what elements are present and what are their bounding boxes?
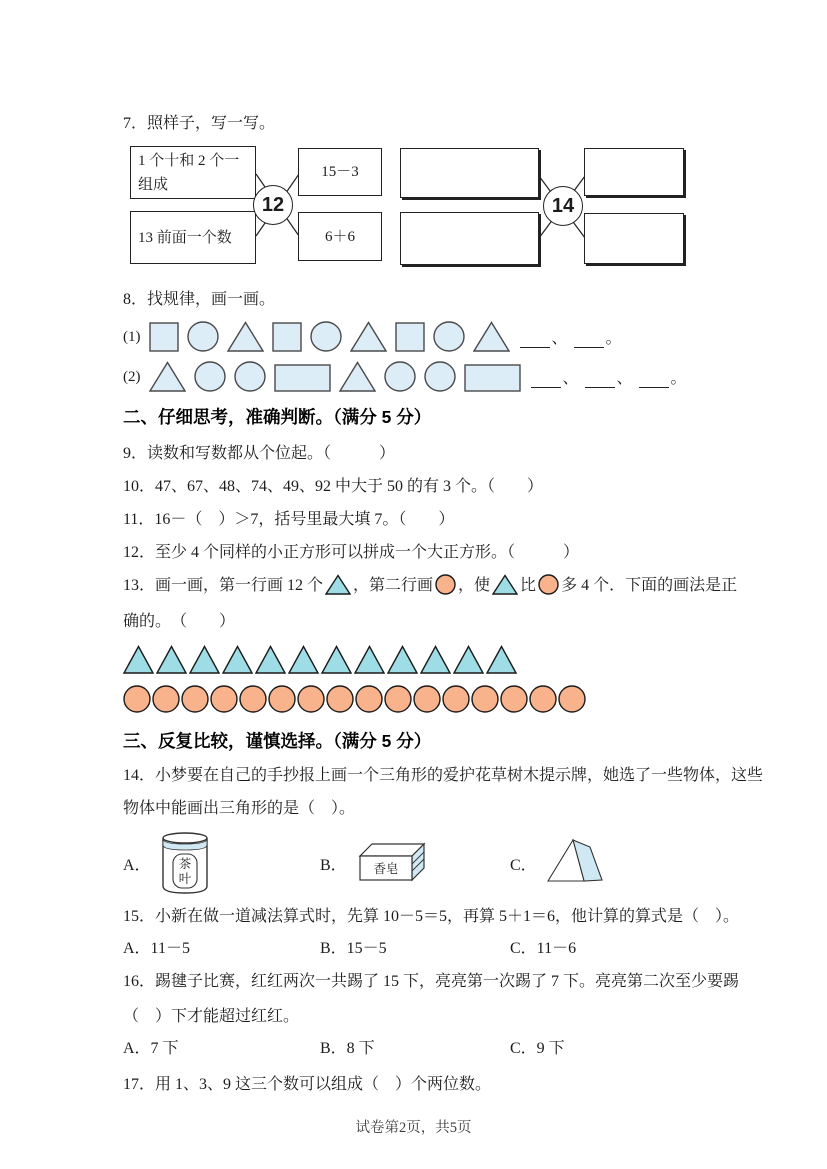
circle-shape xyxy=(384,685,412,713)
answer-blank xyxy=(574,331,604,348)
question-16-options xyxy=(123,1037,713,1061)
rectangle-shape xyxy=(464,364,521,392)
answer-box-bottom-right xyxy=(584,213,684,264)
section-2-heading: 二、仔细思考，准确判断。（满分 5 分） xyxy=(123,407,432,427)
svg-text:香皂: 香皂 xyxy=(373,861,399,876)
blank-separator: 。 xyxy=(605,330,622,347)
triangle-shape xyxy=(420,645,451,674)
exercise-center-circle: 14 xyxy=(543,186,583,226)
number-web-diagram xyxy=(123,144,709,272)
blank-separator: 、 xyxy=(562,370,579,387)
circle-shape xyxy=(442,685,470,713)
option-a: A． 茶 叶 xyxy=(123,826,320,901)
blank-separator: 、 xyxy=(551,330,568,347)
circle-shape xyxy=(239,685,267,713)
circle-row xyxy=(123,684,713,714)
answer-box-top-right xyxy=(584,148,684,196)
circle-shape xyxy=(355,685,383,713)
pattern-shapes-2 xyxy=(145,361,687,392)
option-b: B．8 下 xyxy=(320,1040,375,1057)
question-17: 17．用 1、3、9 这三个数可以组成（ ）个两位数。 xyxy=(123,1076,492,1093)
question-15-options xyxy=(123,937,713,961)
row-label: (2) xyxy=(123,369,141,385)
question-14-line-1: 14．小梦要在自己的手抄报上画一个三角形的爱护花草树木提示牌，她选了一些物体，这些 xyxy=(123,767,764,784)
svg-text:茶: 茶 xyxy=(178,856,191,871)
circle-shape xyxy=(424,361,456,392)
square-shape xyxy=(395,322,425,352)
question-14-line-2: 物体中能画出三角形的是（ ）。 xyxy=(123,800,356,817)
circle-shape xyxy=(435,574,456,595)
circle-shape xyxy=(471,685,499,713)
option-a: A．7 下 xyxy=(123,1040,179,1057)
circle-shape xyxy=(187,321,219,352)
answer-blank xyxy=(520,331,550,348)
answer-blank xyxy=(639,371,669,388)
question-13-line-2: 确的。 （ ） xyxy=(123,613,236,630)
tea-canister-icon xyxy=(156,826,214,896)
question-7-title: 7．照样子，写一写。 xyxy=(123,115,276,132)
circle-shape xyxy=(268,685,296,713)
circle-shape xyxy=(529,685,557,713)
pattern-shapes-1 xyxy=(145,321,622,352)
triangle-shape xyxy=(325,574,351,595)
example-box-bottom-right: 6＋6 xyxy=(298,212,382,261)
option-b: B．15－5 xyxy=(320,940,387,957)
example-box-top-right: 15－3 xyxy=(298,148,382,196)
circle-shape xyxy=(500,685,528,713)
triangle-shape xyxy=(227,321,264,352)
tea-canister-image xyxy=(156,826,214,901)
square-shape xyxy=(149,322,179,352)
svg-text:叶: 叶 xyxy=(178,871,191,886)
circle-shape xyxy=(210,685,238,713)
triangle-shape xyxy=(453,645,484,674)
circle-shape xyxy=(413,685,441,713)
triangle-shape xyxy=(189,645,220,674)
pattern-row-2 xyxy=(123,358,713,392)
row-label: (1) xyxy=(123,329,141,345)
triangle-shape xyxy=(288,645,319,674)
triangular-prism-image xyxy=(542,835,606,892)
answer-blank xyxy=(585,371,615,388)
question-8-title: 8．找规律，画一画。 xyxy=(123,291,276,308)
triangle-shape xyxy=(492,574,518,595)
circle-shape xyxy=(297,685,325,713)
square-shape xyxy=(272,322,302,352)
triangular-prism-icon xyxy=(542,835,606,887)
triangle-shape xyxy=(350,321,387,352)
rectangle-shape xyxy=(274,364,331,392)
circle-shape xyxy=(152,685,180,713)
inline-triangle-icon xyxy=(323,577,353,594)
soap-box-image xyxy=(352,837,430,890)
triangle-shape xyxy=(156,645,187,674)
question-10: 10．47、67、48、74、49、92 中大于 50 的有 3 个。（ ） xyxy=(123,478,544,495)
circle-shape xyxy=(433,321,465,352)
triangle-shape xyxy=(222,645,253,674)
question-15: 15．小新在做一道减法算式时，先算 10－5＝5，再算 5＋1＝6，他计算的算式是（ ）。 xyxy=(123,908,740,925)
inline-circle-icon xyxy=(536,577,561,594)
triangle-shape xyxy=(149,361,186,392)
circle-shape xyxy=(538,574,559,595)
example-box-bottom-left: 13 前面一个数 xyxy=(130,211,256,264)
question-11: 11．16－（ ）＞7，括号里最大填 7。（ ） xyxy=(123,511,455,528)
answer-box-top-left xyxy=(400,148,539,198)
question-13-line-1: 13．画一画，第一行画 12 个 ，第二行画 ，使 比 多 4 个．下面的画法是正 xyxy=(123,574,713,604)
inline-triangle-icon xyxy=(490,577,520,594)
question-16-line-1: 16．踢毽子比赛，红红两次一共踢了 15 下，亮亮第一次踢了 7 下。亮亮第二次至少要踢 xyxy=(123,973,740,990)
triangle-shape xyxy=(123,645,154,674)
soap-box-icon xyxy=(352,837,430,885)
option-b: B． 香皂 xyxy=(320,837,510,890)
circle-shape xyxy=(123,685,151,713)
circle-shape xyxy=(234,361,266,392)
question-9: 9．读数和写数都从个位起。（ ） xyxy=(123,445,396,462)
triangle-shape xyxy=(255,645,286,674)
triangle-shape xyxy=(339,361,376,392)
triangle-shape xyxy=(354,645,385,674)
example-box-top-left: 1 个十和 2 个一组成 xyxy=(130,146,256,199)
circle-shape xyxy=(558,685,586,713)
blank-separator: 。 xyxy=(670,370,687,387)
pattern-row-1 xyxy=(123,318,713,352)
question-14-options xyxy=(123,827,713,899)
circle-shape xyxy=(181,685,209,713)
section-3-heading: 三、反复比较，谨慎选择。（满分 5 分） xyxy=(123,731,432,751)
option-c: C．11－6 xyxy=(510,940,577,957)
example-center-circle: 12 xyxy=(253,185,293,225)
option-c: C． xyxy=(510,835,713,892)
circle-shape xyxy=(326,685,354,713)
triangle-shape xyxy=(473,321,510,352)
inline-circle-icon xyxy=(433,577,458,594)
triangle-row xyxy=(123,642,713,674)
option-c: C．9 下 xyxy=(510,1040,565,1057)
option-a: A．11－5 xyxy=(123,940,190,957)
circle-shape xyxy=(194,361,226,392)
blank-separator: 、 xyxy=(616,370,633,387)
question-16-line-2: （ ）下才能超过红红。 xyxy=(123,1008,300,1025)
triangle-shape xyxy=(321,645,352,674)
triangle-shape xyxy=(486,645,517,674)
triangle-shape xyxy=(387,645,418,674)
answer-blank xyxy=(531,371,561,388)
answer-box-bottom-left xyxy=(400,212,539,265)
circle-shape xyxy=(310,321,342,352)
question-12: 12．至少 4 个同样的小正方形可以拼成一个大正方形。（ ） xyxy=(123,544,580,561)
circle-shape xyxy=(384,361,416,392)
exam-content xyxy=(123,103,764,1097)
page-footer: 试卷第2页，共5页 xyxy=(355,1120,472,1136)
